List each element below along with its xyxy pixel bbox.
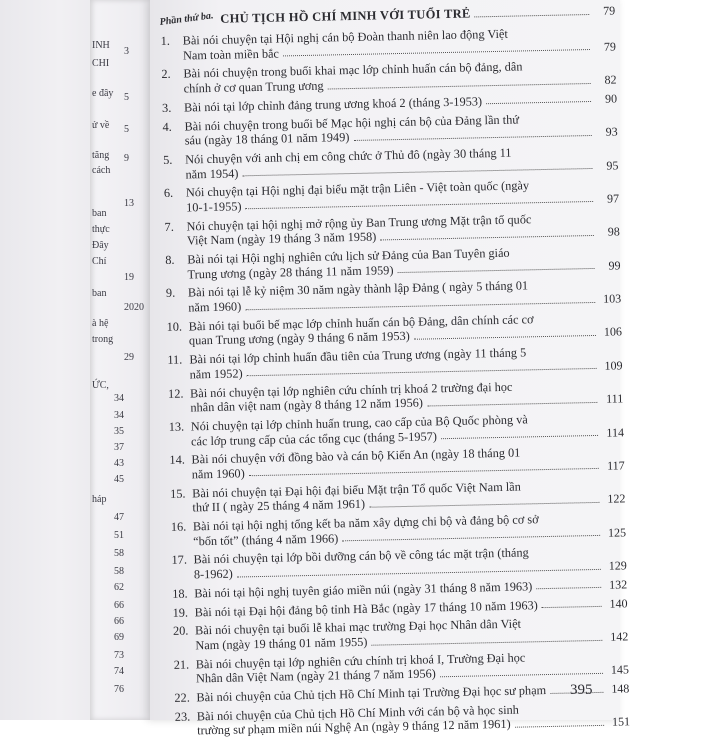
toc-entry-number: 23.	[174, 709, 191, 724]
toc-entry-page: 129	[608, 558, 627, 573]
toc-entry-number: 19.	[172, 605, 189, 620]
left-page-fragment: 66	[114, 616, 124, 627]
toc-entry-page: 142	[610, 629, 629, 644]
leader-dots	[441, 435, 598, 439]
left-page-fragment: 29	[124, 352, 134, 363]
toc-entry-number: 15.	[170, 486, 186, 501]
toc-entry-title: Nhân dân Việt Nam (ngày 21 tháng 7 năm 1956)	[195, 666, 436, 686]
toc-entry	[167, 310, 623, 349]
leader-dots	[475, 14, 590, 17]
leader-dots	[353, 135, 591, 141]
toc-entry-title: năm 1960)	[188, 299, 242, 315]
toc-entry-title: nhân dân việt nam (ngày 8 tháng 12 năm 1956)	[190, 395, 424, 415]
left-page-fragment: ỨC,	[92, 380, 109, 391]
left-page-fragment: 35	[114, 426, 124, 437]
toc-entry-page: 95	[606, 157, 619, 173]
toc-entry-title: “bốn tốt” (tháng 4 năm 1966)	[193, 531, 339, 549]
left-page-fragment: 73	[114, 650, 124, 661]
left-page-fragment: 74	[114, 666, 124, 677]
left-page-fragment: CHI	[92, 58, 110, 69]
toc-entry-line: Bài nói tại Hội nghị nghiên cứu lịch sử Đảng của Ban Tuyên giáo	[187, 245, 510, 267]
toc-entry-title: năm 1952)	[189, 366, 243, 382]
toc-entry	[174, 648, 630, 687]
part-page: 79	[603, 3, 616, 18]
table-of-contents	[160, 0, 630, 743]
toc-entry-number: 14.	[169, 452, 185, 468]
toc-entry-title: thứ II ( ngày 25 tháng 4 năm 1961)	[192, 497, 366, 515]
left-page-fragment: 3	[124, 46, 129, 57]
toc-entry-page: 132	[609, 577, 628, 592]
left-page-fragment: 76	[114, 684, 124, 695]
toc-entry-line: Bài nói tại hội nghị tổng kết ba năm xây dựng chi bộ và đảng bộ cơ sở	[192, 512, 539, 534]
left-page-fragment: 58	[114, 548, 124, 559]
left-page-fragment: 47	[114, 512, 124, 523]
toc-entry	[163, 143, 619, 182]
toc-entry-number: 16.	[170, 519, 187, 534]
left-page-fragment: trong	[92, 334, 114, 345]
toc-entry-line: Bài nói chuyện tại lớp nghiên cứu chính trị khoá I, Trường Đại học	[195, 650, 526, 672]
toc-entry-number: 1.	[160, 33, 171, 48]
toc-entry-number: 3.	[161, 100, 172, 115]
toc-entry-page: 151	[611, 714, 631, 730]
toc-entry-title: Việt Nam (ngày 19 tháng 3 năm 1958)	[186, 229, 377, 248]
toc-entry-page: 97	[606, 191, 620, 206]
toc-entry-number: 22.	[174, 690, 190, 705]
toc-entry-page: 125	[607, 524, 627, 540]
toc-entry-line: Bài nói chuyện với đồng bào và cán bộ Kiến An (ngày 18 tháng 01	[191, 445, 521, 467]
toc-entry-line: Bài nói chuyện trong buổi bế Mạc hội nghị cán bộ của Đảng lần thứ	[184, 112, 520, 134]
toc-entry-line: Bài nói tại lớp chỉnh huấn đầu tiên của Trung ương (ngày 11 tháng 5	[189, 345, 527, 367]
leader-dots	[536, 587, 601, 589]
leader-dots	[440, 673, 603, 677]
toc-entry-title: trường sư phạm miền núi Nghệ An (ngày 9 tháng 12 năm 1961)	[196, 717, 511, 738]
toc-entry-title: Bài nói chuyện của Chủ tịch Hồ Chí Minh tại Trường Đại học sư phạm	[196, 683, 547, 705]
toc-entry-line: Nói chuyện tại Hội nghị đại biểu mặt trận Liên - Việt toàn quốc (ngày	[185, 178, 530, 200]
toc-entry-line: Bài nói chuyện tại lớp nghiên cứu chính trị khoá 2 trường đại học	[189, 379, 513, 400]
leader-dots	[249, 468, 599, 476]
left-page-fragment: 9	[124, 153, 129, 164]
toc-entry	[161, 58, 617, 97]
left-page-fragment: à hệ	[92, 318, 109, 329]
toc-entry-number: 12.	[167, 386, 184, 401]
left-page-fragment: Đây	[92, 240, 109, 251]
toc-entry-title: Nam (ngày 19 tháng 01 năm 1955)	[195, 634, 368, 653]
leader-dots	[380, 235, 593, 240]
toc-entry-line: Nói chuyện với anh chị em công chức ở Thủ đô (ngày 30 tháng 11	[185, 145, 512, 167]
toc-entry-title: các lớp trung cấp của các tổng cục (tháng 5-1957)	[190, 428, 438, 448]
left-page-fragment: ban	[92, 208, 107, 219]
left-page-fragment: 58	[114, 566, 124, 577]
toc-entry-line: Nói chuyện tại hội nghị mở rộng ủy Ban Trung ương Mặt trận tổ quốc	[186, 211, 532, 234]
toc-entry	[170, 477, 626, 516]
toc-entry-page: 145	[610, 662, 630, 678]
left-page-fragment: 69	[114, 632, 124, 643]
toc-entry-page: 99	[608, 258, 621, 273]
toc-entry-number: 8.	[165, 252, 175, 267]
toc-entry	[164, 177, 620, 216]
toc-entry-page: 82	[604, 72, 617, 87]
toc-entry-title: Trung ương (ngày 28 tháng 11 năm 1959)	[187, 262, 394, 282]
leader-dots	[342, 535, 600, 541]
toc-entry-page: 109	[604, 358, 623, 373]
toc-entry-page: 114	[606, 424, 625, 440]
left-page-fragment: 13	[124, 198, 134, 209]
toc-entry-number: 7.	[164, 219, 174, 234]
left-page-fragment: tăng	[92, 150, 110, 161]
left-page-fragment: 43	[114, 458, 124, 469]
left-page-fragment: ban	[92, 288, 107, 299]
left-page-fragment: 34	[114, 393, 124, 404]
toc-entry-number: 13.	[168, 419, 185, 434]
leader-dots	[542, 606, 602, 608]
part-prefix: Phần thứ ba.	[159, 10, 215, 28]
leader-dots	[427, 402, 597, 407]
toc-entry-page: 79	[603, 39, 617, 54]
toc-entry-number: 11.	[167, 352, 183, 368]
toc-entry	[165, 243, 621, 282]
toc-entry-line: Bài nói chuyện tại Đại hội đại biểu Mặt trận Tổ quốc Việt Nam lần	[192, 479, 521, 501]
toc-entry-line: Bài nói chuyện trong buổi khai mạc lớp chỉnh huấn cán bộ đảng, dân	[183, 59, 523, 81]
left-page-fragment: cách	[92, 165, 111, 176]
leader-dots	[283, 49, 590, 56]
toc-entry-number: 18.	[172, 586, 188, 601]
toc-entry-number: 5.	[163, 152, 173, 167]
leader-dots	[398, 268, 595, 273]
leader-dots	[237, 568, 601, 577]
toc-entry-line: Bài nói chuyện tại lớp bồi dưỡng cán bộ về công tác mặt trận (tháng	[193, 545, 529, 567]
left-page-fragment: e đây	[92, 88, 114, 99]
toc-entry	[169, 410, 625, 449]
toc-entry-title: 10-1-1955)	[186, 199, 242, 215]
toc-entry-page: 103	[603, 291, 622, 306]
toc-entry-number: 2.	[161, 67, 171, 82]
toc-entry-title: Bài nói tại lớp chỉnh đảng trung ương khoá 2 (tháng 3-1953)	[183, 94, 483, 115]
leader-dots	[246, 201, 594, 209]
toc-entry	[171, 544, 627, 583]
toc-entry-number: 4.	[162, 119, 172, 134]
leader-dots	[486, 101, 591, 104]
toc-entry	[169, 444, 625, 483]
leader-dots	[242, 168, 592, 176]
leader-dots	[247, 368, 597, 376]
toc-entry-line: Bài nói chuyện của Chủ tịch Hồ Chí Minh với cán bộ và học sinh	[196, 702, 519, 724]
left-page-fragment: 62	[114, 582, 124, 593]
left-page-edge	[90, 0, 152, 720]
toc-entry-title: quan Trung ương (ngày 9 tháng 6 năm 1953)	[188, 329, 410, 348]
toc-entry-page: 98	[607, 224, 620, 239]
toc-entry-number: 9.	[165, 286, 176, 301]
toc-entry-title: năm 1954)	[185, 165, 239, 182]
toc-entry	[168, 377, 624, 416]
page-number: 395	[570, 682, 593, 698]
toc-entry-line: Nói chuyện tại lớp chỉnh huấn trung, cao cấp của Bộ Quốc phòng và	[190, 412, 528, 434]
leader-dots	[371, 639, 602, 645]
leader-dots	[245, 302, 595, 310]
left-page-fragment: 2020	[124, 302, 144, 313]
toc-entry-title: Nam toàn miền bắc	[182, 46, 280, 63]
part-title: CHỦ TỊCH HỒ CHÍ MINH VỚI TUỔI TRẺ	[220, 6, 471, 26]
left-page-fragment: 5	[124, 124, 129, 135]
toc-entry-title: sáu (ngày 18 tháng 01 năm 1949)	[184, 130, 350, 148]
toc-entry	[162, 110, 618, 149]
left-page-fragment: 5	[124, 92, 129, 103]
toc-entry-number: 17.	[171, 552, 188, 568]
left-page-fragment: 66	[114, 600, 124, 611]
toc-entry-line: Bài nói tại lễ kỷ niệm 30 năm ngày thành lập Đảng ( ngày 5 tháng 01	[187, 278, 529, 300]
left-page-fragment: háp	[92, 494, 107, 505]
toc-entry-line: Bài nói chuyện tại Hội nghị cán bộ Đoàn thanh niên lao động Việt	[182, 26, 508, 48]
leader-dots	[328, 83, 591, 90]
toc-entry	[164, 210, 620, 249]
toc-entry-title: năm 1960)	[191, 466, 245, 482]
toc-entry-page: 106	[603, 324, 623, 340]
toc-entry-page: 117	[606, 458, 625, 473]
toc-entry-title: Bài nói tại hội nghị tuyên giáo miền núi (ngày 31 tháng 8 năm 1963)	[194, 579, 533, 601]
toc-entry	[173, 615, 629, 654]
toc-entry	[166, 277, 622, 316]
toc-entry-number: 6.	[163, 186, 174, 201]
leader-dots	[414, 335, 596, 340]
toc-entry	[161, 24, 617, 63]
toc-entry-number: 21.	[173, 657, 190, 672]
toc-entry-title: chính ở cơ quan Trung ương	[183, 78, 324, 96]
toc-entry-number: 20.	[172, 623, 189, 639]
toc-entry-title: 8-1962)	[193, 566, 233, 582]
toc-entry-page: 148	[611, 681, 630, 696]
toc-entry-page: 90	[604, 91, 618, 106]
left-page-fragment: 37	[114, 442, 124, 453]
toc-entry-title: Bài nói tại Đại hội đảng bộ tỉnh Hà Bắc (ngày 17 tháng 10 năm 1963)	[194, 597, 538, 619]
left-page-fragment: thực	[92, 224, 110, 235]
left-page-fragment: ử về	[92, 120, 110, 131]
left-page-fragment: 45	[114, 474, 124, 485]
toc-entry-page: 122	[607, 491, 626, 506]
leader-dots	[369, 502, 599, 508]
left-page-fragment: 34	[114, 410, 124, 421]
leader-dots	[515, 725, 604, 728]
left-page-fragment: 51	[114, 530, 124, 541]
toc-entry-number: 10.	[166, 319, 183, 334]
toc-entry	[167, 344, 623, 383]
left-page-fragment: Chí	[92, 256, 107, 267]
toc-entry-page: 93	[605, 124, 618, 139]
toc-entry-line: Bài nói chuyện tại buổi lễ khai mạc trường Đại học Nhân dân Việt	[194, 616, 522, 638]
toc-entry-list	[161, 24, 631, 738]
toc-entry-page: 140	[609, 595, 628, 611]
left-page-fragment: INH	[92, 40, 110, 51]
toc-entry-page: 111	[606, 391, 624, 406]
left-page-fragment: 19	[124, 272, 134, 283]
toc-entry-line: Bài nói tại buổi bế mạc lớp chỉnh huấn cán bộ Đảng, dân chính các cơ	[188, 312, 534, 334]
toc-entry	[171, 510, 627, 549]
